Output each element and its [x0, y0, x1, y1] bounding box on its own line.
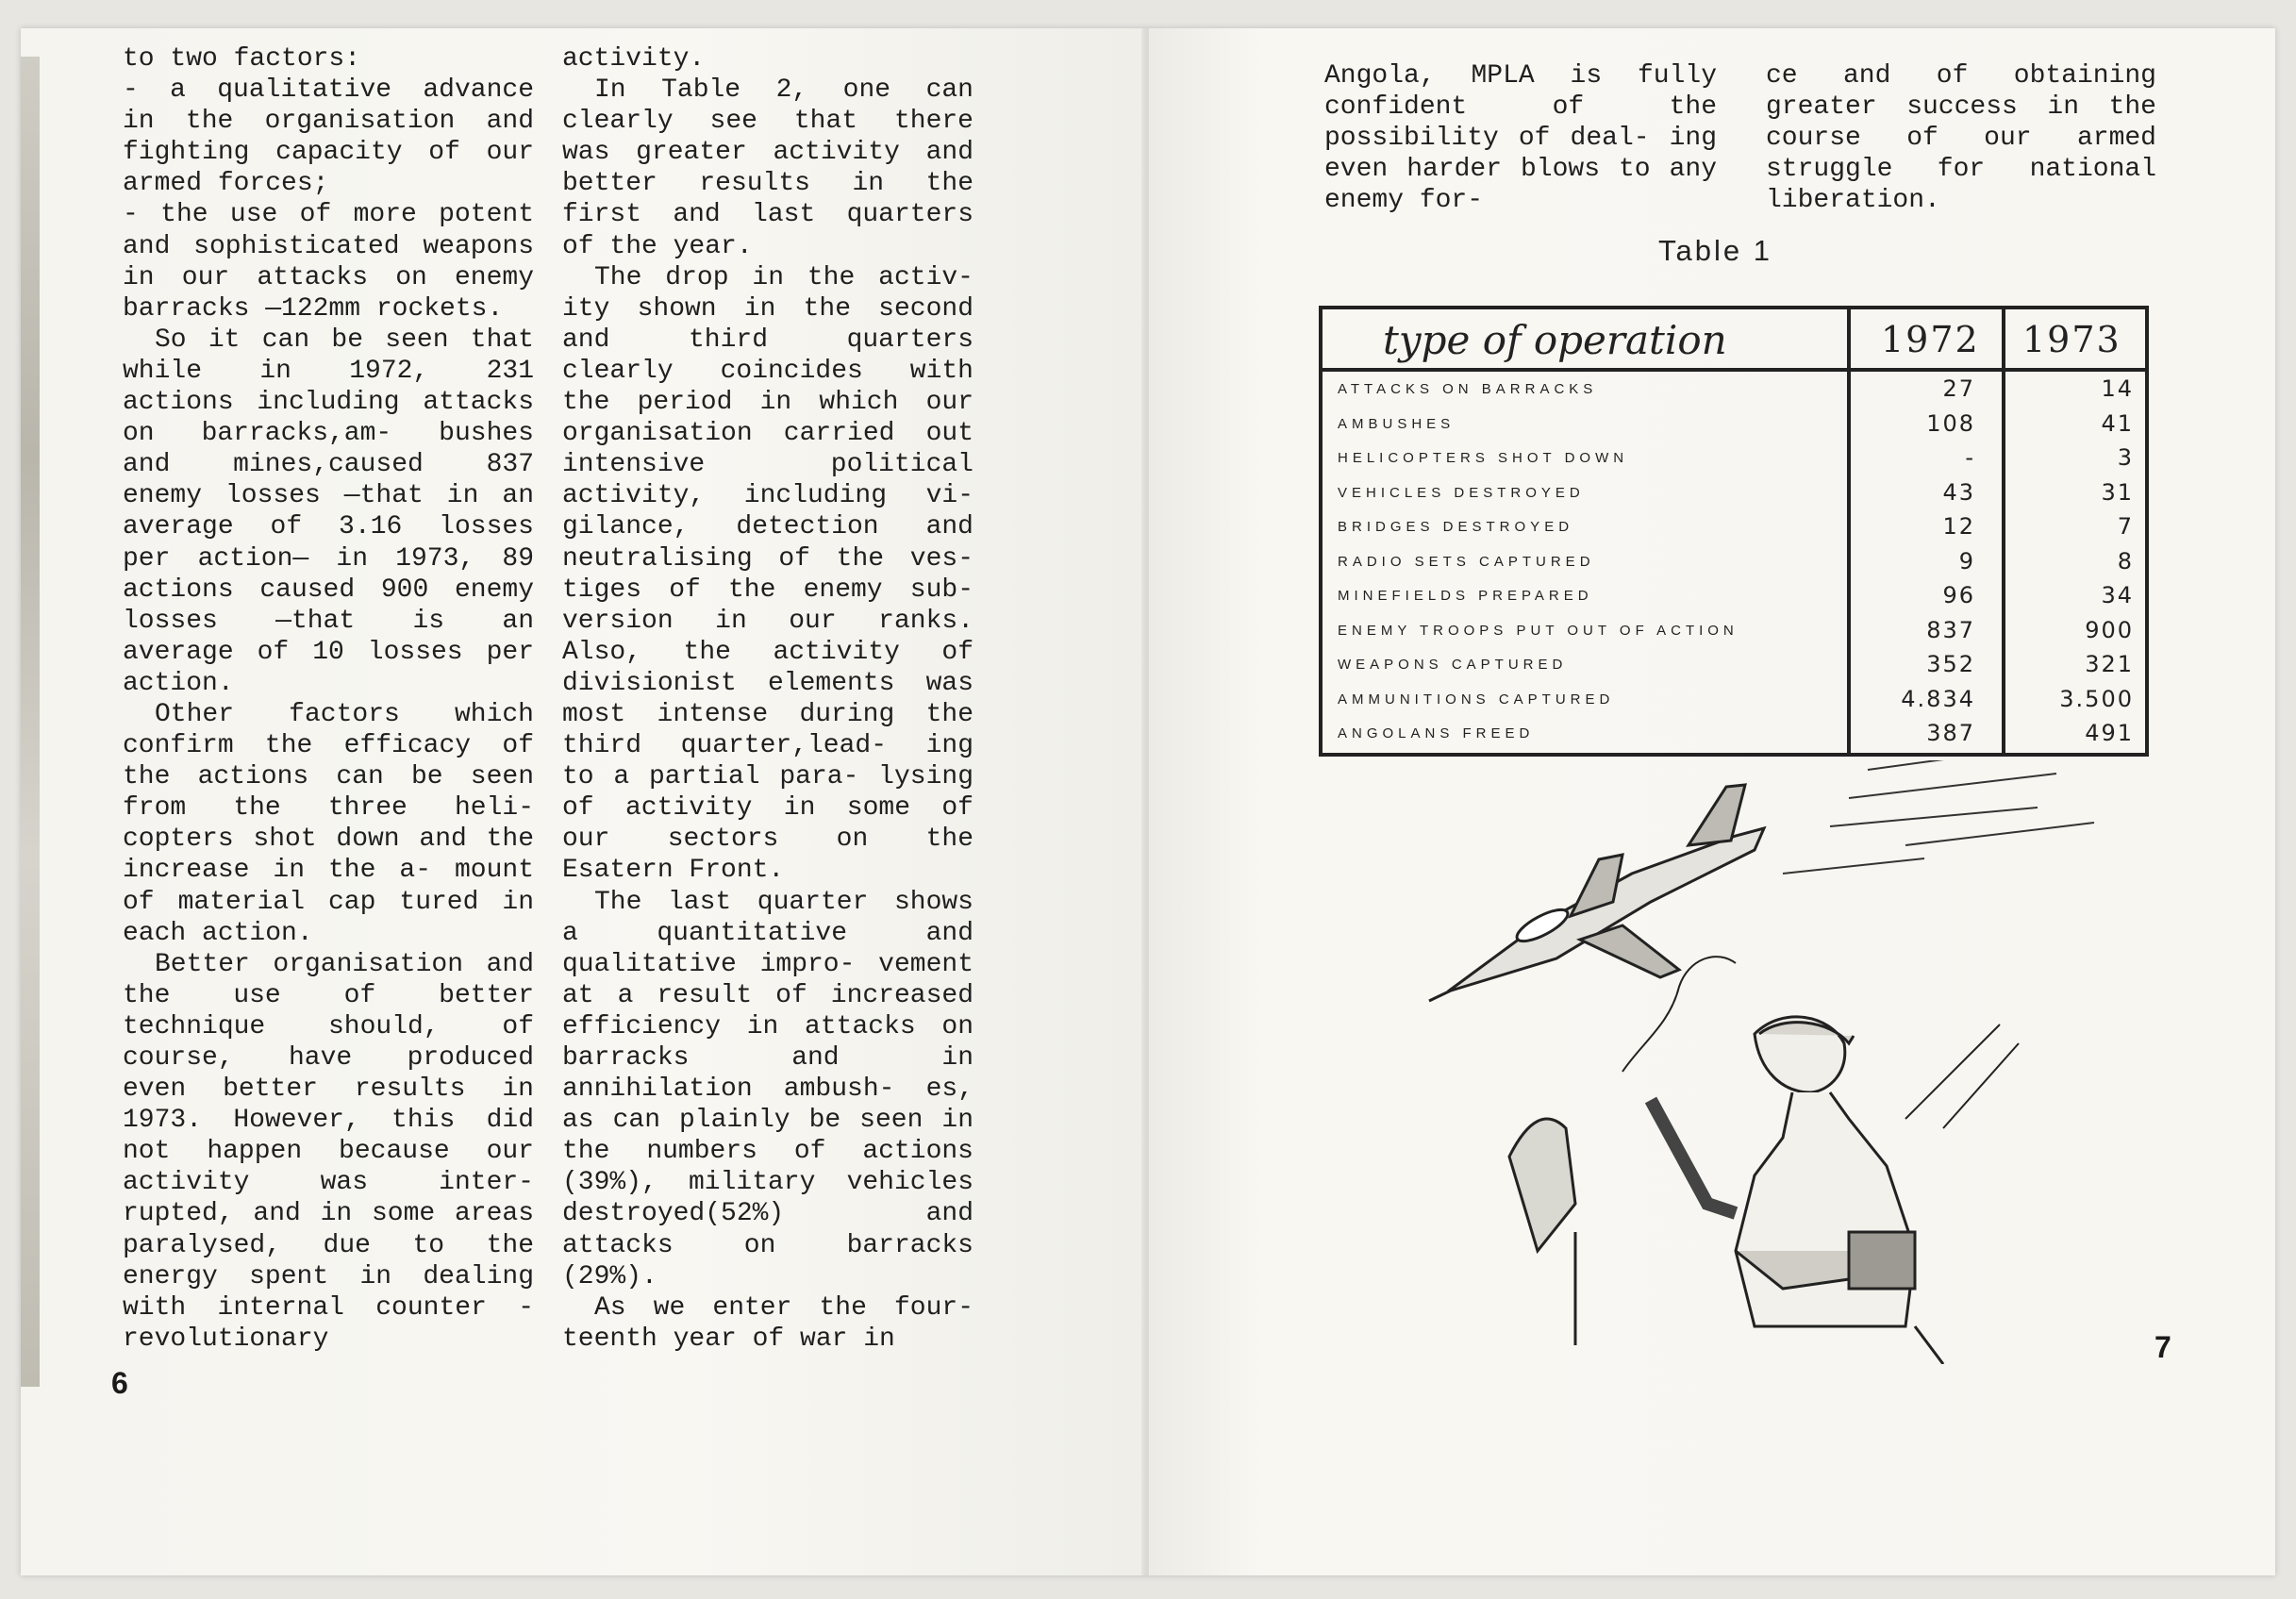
table-cell-1973: 3.500 — [2059, 685, 2134, 712]
table-cell-1972: 837 — [1926, 616, 1975, 643]
table-cell-1973: 7 — [2117, 513, 2134, 540]
left-page-column-2 — [562, 43, 973, 1355]
table-cell-1972: 43 — [1942, 478, 1975, 506]
soldier-icon — [1509, 957, 2019, 1364]
table-cell-1972: 387 — [1926, 720, 1975, 746]
paragraph: activity. — [562, 44, 706, 74]
paragraph: The last quarter shows a quantitative and qualitative impro- vement at a result of increased efficiency in attacks on barracks and in annihilation ambush- es, as can plainly be seen in the numbers of actions (39%), military vehicles destroyed(52%) and attacks on barracks (29%). — [562, 887, 973, 1291]
table-row-label: AMMUNITIONS CAPTURED — [1338, 691, 1615, 708]
header-year-1973: 1973 — [2022, 319, 2121, 360]
table-cell-1972: 108 — [1926, 409, 1975, 437]
paragraph: Better organisation and the use of better technique should, of course, have produced even better results in 1973. However, this did not happen because our activity was inter- rupted, and in some areas paralysed, due to the energy spent in dealing with internal counter - revolutionary — [123, 949, 534, 1354]
right-page-column-1: Angola, MPLA is fully confident of the possibility of deal- ing even harder blows to any enemy for- — [1324, 61, 1717, 216]
paragraph: to two factors: — [123, 44, 361, 74]
paragraph: So it can be seen that while in 1972, 231 actions including attacks on barracks,am- bushes and mines,caused 837 enemy losses —that in an average of 3.16 losses per action— in 1973, 89 actions caused 900 enemy losses —that is an average of 10 losses per action. — [123, 325, 534, 698]
left-page-column-1 — [123, 43, 534, 1355]
table-cell-1972: 27 — [1942, 375, 1975, 402]
header-year-1972: 1972 — [1881, 319, 1980, 360]
speed-lines — [1783, 760, 2094, 874]
table-cell-1973: 31 — [2101, 478, 2134, 506]
table-cell-1972: 9 — [1958, 547, 1975, 575]
header-type-of-operation: type of operation — [1383, 317, 1727, 363]
operations-table — [1319, 306, 2149, 757]
table-cell-1973: 34 — [2101, 582, 2134, 608]
table-cell-1973: 900 — [2085, 616, 2134, 643]
table-row-label: RADIO SETS CAPTURED — [1338, 553, 1595, 570]
table-cell-1972: 12 — [1942, 513, 1975, 540]
table-cell-1972: 4.834 — [1901, 685, 1975, 712]
paragraph: Other factors which confirm the efficacy of the actions can be seen from the three heli- copters shot down and the increase in the a- mount of material cap tured in each action. — [123, 699, 534, 948]
page-number-left: 6 — [111, 1366, 128, 1400]
left-page — [21, 28, 1143, 1575]
table-row-label: BRIDGES DESTROYED — [1338, 519, 1574, 535]
right-page-column-2: ce and of obtaining greater success in the course of our armed struggle for national liberation. — [1766, 61, 2156, 216]
table-cell-1972: - — [1965, 444, 1975, 471]
table-cell-1973: 41 — [2101, 409, 2134, 437]
table-cell-1973: 14 — [2101, 375, 2134, 402]
table-cell-1972: 352 — [1926, 651, 1975, 677]
page-number-right: 7 — [2155, 1330, 2171, 1364]
table-caption: Table 1 — [1658, 234, 1772, 267]
paragraph: In Table 2, one can clearly see that there was greater activity and better results in the first and last quarters of the year. — [562, 75, 973, 261]
paragraph: The drop in the activ- ity shown in the second and third quarters clearly coincides with the period in which our organisation carried out intensive political activity, including vi- gilance, detection and neutralising of the ves- tiges of the enemy sub- version in our ranks. Also, the activity of divisionist elements was most intense during the third quarter,lead- ing to a partial para- lysing of activity in some of our sectors on the Esatern Front. — [562, 262, 973, 886]
table-row-label: ENEMY TROOPS PUT OUT OF ACTION — [1338, 622, 1739, 639]
table-row-label: ATTACKS ON BARRACKS — [1338, 381, 1598, 397]
table-row-label: HELICOPTERS SHOT DOWN — [1338, 450, 1629, 466]
table-cell-1973: 491 — [2085, 720, 2134, 746]
jet-icon — [1429, 785, 1764, 1001]
jet-and-soldier-illustration — [1339, 760, 2132, 1364]
table-cell-1973: 8 — [2117, 547, 2134, 575]
table-row-label: ANGOLANS FREED — [1338, 725, 1535, 741]
table-cell-1973: 321 — [2085, 651, 2134, 677]
paragraph: As we enter the four- teenth year of war in — [562, 1292, 973, 1354]
table-row-label: MINEFIELDS PREPARED — [1338, 588, 1593, 604]
table-header-row — [1323, 309, 2145, 372]
table-cell-1973: 3 — [2117, 444, 2134, 471]
table-row-label: VEHICLES DESTROYED — [1338, 484, 1585, 501]
paragraph: - the use of more potent and sophisticated weapons in our attacks on enemy barracks —122mm rockets. — [123, 200, 534, 324]
paragraph: - a qualitative advance in the organisation and fighting capacity of our armed forces; — [123, 75, 534, 199]
table-row-label: AMBUSHES — [1338, 415, 1456, 432]
table-cell-1972: 96 — [1942, 582, 1975, 608]
book-edge — [21, 57, 40, 1387]
table-row-label: WEAPONS CAPTURED — [1338, 657, 1568, 673]
